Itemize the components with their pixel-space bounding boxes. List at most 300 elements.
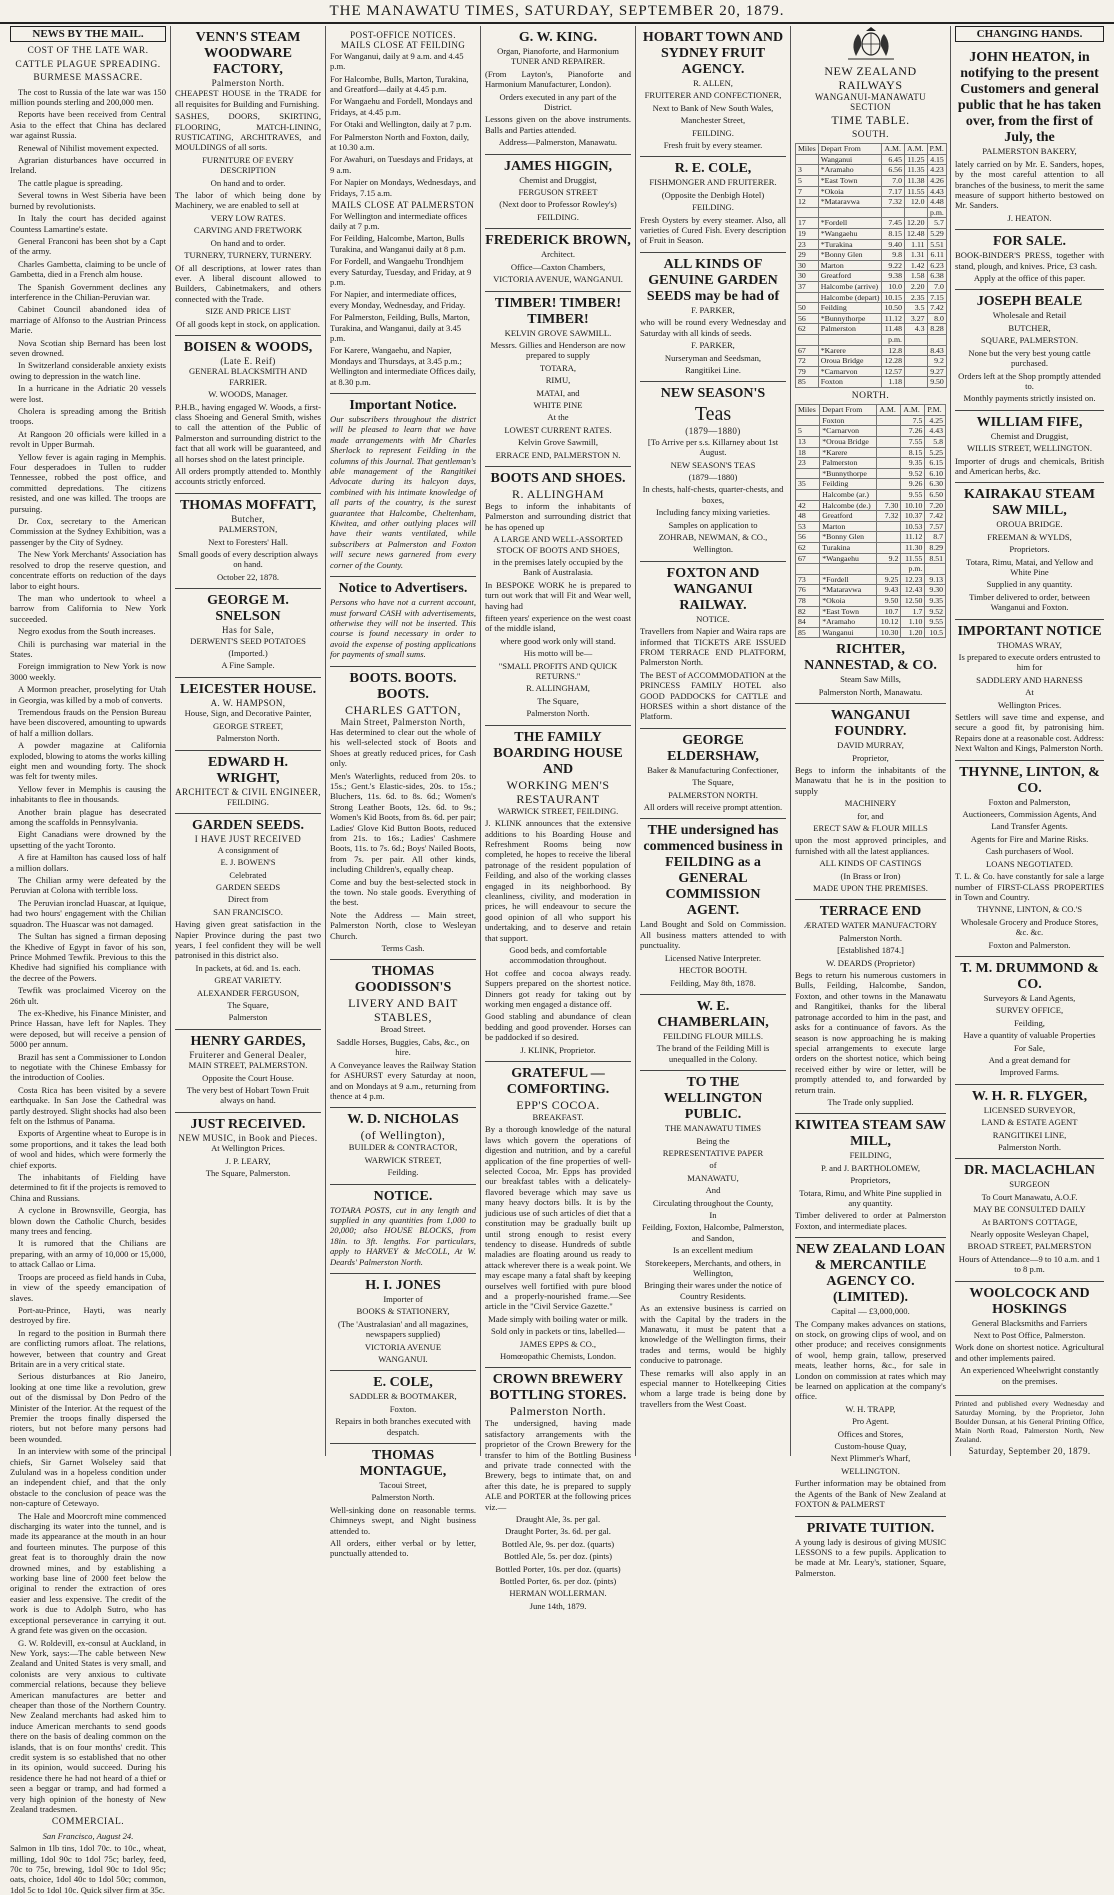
ad-line: Fresh fruit by every steamer. xyxy=(663,140,763,151)
timetable-cell: 7.42 xyxy=(925,511,946,522)
ad-line: The very best of Hobart Town Fruit always on hand. xyxy=(186,1085,310,1106)
ad-line: Totara, Rimu, Matai, and Yellow and White Pine xyxy=(965,556,1094,577)
columns xyxy=(6,26,1108,1895)
timetable-row xyxy=(796,271,947,282)
ad-line: WANGANUI. xyxy=(378,1354,428,1364)
ad-line: Begs to return his numerous customers in Bulls, Feilding, Halcombe, Sandon, Foxton, and other towns in the Manawatu and Rangitikei, thanks for the liberal patronage accorded to him in the past, and asks for a continuance of favors. As the season is now approaching he is making special arrangements to execute large orders on the shortest notice, which being received either by wire or letter, will be promptly attended to, and forwarded by return train. xyxy=(795,970,946,1095)
timetable-cell: 7.17 xyxy=(882,186,905,197)
post-line: For Napier, and intermediate offices, every Monday, Wednesday, and Friday. xyxy=(330,289,466,310)
ad-line: CHEAPEST HOUSE in the TRADE for all requisites for Building and Furnishing. xyxy=(175,88,321,109)
timetable-cell: *Fordell xyxy=(818,218,882,229)
ad-line: Come and buy the best-selected stock in the town. No stale goods. Everything of the best. xyxy=(330,876,476,908)
news-item: Charles Gambetta, claiming to be uncle of Gambetta, died in a French alm house. xyxy=(10,258,166,280)
timetable-cell: 12.20 xyxy=(904,218,927,229)
news-item: Yellow fever is again raging in Memphis. Four desperadoes in Tullen to rudder Tennessee, robbed the post office, and committed depredations. The citizens resisted, and one was killed. The troops are pursuing. xyxy=(10,451,166,514)
ad-line: FEILDING FLOUR MILLS. xyxy=(662,1030,764,1041)
column-ads-7 xyxy=(951,26,1108,1456)
timetable-cell: *Mataravwa xyxy=(818,197,882,208)
news-item: The Chilian army were defeated by the Peruvian at Colona with terrible loss. xyxy=(10,875,166,896)
ad-heading: BOOTS AND SHOES. xyxy=(490,470,626,486)
ad-line: SURVEY OFFICE, xyxy=(995,1005,1064,1016)
ad-line: J. KLINK, Proprietor. xyxy=(520,1044,596,1055)
timetable-cell: Halcombe (de.) xyxy=(820,500,877,511)
ad-line: ERECT SAW & FLOUR MILLS xyxy=(813,823,928,833)
railways-heading: NEW ZEALAND RAILWAYS xyxy=(824,64,917,92)
timetable-row xyxy=(796,197,947,208)
post-subheading: MAILS CLOSE AT FEILDING xyxy=(340,40,466,51)
ad-heading: Notice to Advertisers. xyxy=(338,581,468,597)
timetable-cell: 7.45 xyxy=(882,218,905,229)
ad-line: Orders left at the Shop promptly attended to. xyxy=(958,370,1101,391)
news-item: Cabinet Council abandoned idea of marriage of Alfonso to the Austrian Princess Marie. xyxy=(10,304,166,336)
timetable-cell: 72 xyxy=(796,356,819,367)
ad-heading: FOR SALE. xyxy=(992,234,1067,250)
timetable-cell: 7.0 xyxy=(927,281,946,292)
advertisement xyxy=(330,1371,476,1444)
timetable-cell: 9.50 xyxy=(927,377,946,388)
ad-line: SASHES, DOORS, SKIRTING, FLOORING, MATCH-LINING, RUSTICATING, ARCHITRAVES, and MOULDINGS of all sorts. xyxy=(175,111,321,153)
ad-line: Architect. xyxy=(540,249,576,260)
timetable-cell: 1.7 xyxy=(901,606,925,617)
ad-line: Agents for Fire and Marine Risks. xyxy=(970,833,1089,844)
ad-heading: WANGANUI FOUNDRY. xyxy=(830,708,911,740)
ad-heading: TERRACE END xyxy=(819,904,922,920)
timetable-row xyxy=(796,500,946,511)
post-line: For Fordell, and Wangaehu Trondhjem every Saturday, Tuesday, and Friday, at 9 p.m. xyxy=(330,256,472,287)
column-news xyxy=(6,26,171,1895)
ad-line: J. HEATON. xyxy=(1007,212,1052,223)
timetable-cell: 5.51 xyxy=(927,239,946,250)
advertisement xyxy=(485,229,631,291)
timetable-cell: 1.10 xyxy=(901,617,925,628)
ad-line: Next Plimmer's Wharf, xyxy=(830,1453,911,1464)
timetable-cell: 7.30 xyxy=(877,500,901,511)
ad-line: TOTARA, xyxy=(539,362,577,373)
timetable-cell: 9.30 xyxy=(925,585,946,596)
timetable-row xyxy=(796,250,947,261)
ad-line: Bottled Porter, 10s. per doz. (quarts) xyxy=(495,1563,621,1574)
ad-place: Fruiterer and General Dealer, xyxy=(189,1049,307,1060)
news-item: The inhabitants of Fielding have determined to fit if the projects is removed to China and Russians. xyxy=(10,1172,166,1203)
timetable-cell xyxy=(796,490,820,501)
timetable-row xyxy=(796,458,946,469)
timetable-cell: 62 xyxy=(796,543,820,554)
ad-line: (In Brass or Iron) xyxy=(840,870,901,881)
timetable-cell: 11.55 xyxy=(901,553,925,564)
timetable-cell: 8.43 xyxy=(927,345,946,356)
timetable-cell: *Turakina xyxy=(818,239,882,250)
ad-line: Chemist and Druggist, xyxy=(519,174,597,185)
timetable-cell: 62 xyxy=(796,324,819,335)
timetable-cell: 10.15 xyxy=(882,292,905,303)
ad-line: F. PARKER, xyxy=(691,304,735,315)
ad-subheading: Palmerston North. xyxy=(509,1404,607,1419)
ad-heading: EDWARD H. WRIGHT, xyxy=(207,754,289,786)
news-item: Cholera is spreading among the British troops. xyxy=(10,406,166,427)
ad-line: THYNNE, LINTON, & CO.'S xyxy=(977,904,1082,915)
ad-heading: JUST RECEIVED. xyxy=(190,1116,306,1132)
timetable-cell: 9.35 xyxy=(925,595,946,606)
post-line: For Napier on Mondays, Wednesdays, and Fridays, 7.15 a.m. xyxy=(330,177,476,198)
timetable-row xyxy=(796,595,946,606)
ad-heading: THE undersigned has commenced business in FEILDING as a GENERAL COMMISSION AGENT. xyxy=(643,823,783,919)
advertisement xyxy=(955,411,1104,484)
timetable-cell: Greatford xyxy=(820,511,877,522)
ad-line: The Company makes advances on stations, on stock, on growing clips of wool, and on other produce; and receives consignments of wool, hemp grain, tallow, preserved meats, leather horns, &c., for sale in London on commission at rates which may be learned on application at the company's office. xyxy=(795,1318,946,1402)
timetable-cell xyxy=(877,468,901,479)
ad-line: Including fancy mixing varieties. xyxy=(655,507,771,518)
ad-line: Repairs in both branches executed with despatch. xyxy=(335,1416,471,1437)
ad-line: Chemist and Druggist, xyxy=(990,430,1069,441)
ad-line: KELVIN GROVE SAWMILL. xyxy=(504,327,612,338)
timetable-cell: 8.15 xyxy=(901,447,925,458)
post-line: For Halcombe, Bulls, Marton, Turakina, and Greatford—daily at 4.45 p.m. xyxy=(330,73,469,95)
ad-heading: Important Notice. xyxy=(349,398,457,413)
ad-line: lately carried on by Mr. E. Sanders, hopes, by the most careful attention to all branches of the business, to merit the same measure of support hitherto bestowed on Mr. Sanders. xyxy=(955,158,1104,211)
ad-line: NOTICE. xyxy=(696,613,730,624)
news-headings xyxy=(10,46,166,83)
news-item: It is rumored that the Chilians are preparing, with an army of 10,000 or 15,000, to attack Callao or Lima. xyxy=(10,1238,166,1270)
timetable-cell xyxy=(796,564,820,575)
advertisement xyxy=(330,1444,476,1565)
timetable-cell: *Bunnythorpe xyxy=(818,313,882,324)
ad-line: Of all descriptions, at lower rates than ever. A liberal discount allowed to Builders, Cabinetmakers, and others connected with the Trade. xyxy=(175,262,321,304)
ad-heading: TO THE WELLINGTON PUBLIC. xyxy=(663,1075,763,1123)
timetable-cell: 5.7 xyxy=(927,218,946,229)
timetable-cell: 11.12 xyxy=(882,313,905,324)
post-line: For Feilding, Halcombe, Marton, Bulls Turakina, and Wanganui daily at 8 p.m. xyxy=(330,233,466,254)
timetable-cell: 13 xyxy=(796,437,820,448)
ad-line: RIMU, xyxy=(545,375,571,386)
ad-line: REPRESENTATIVE PAPER xyxy=(662,1147,764,1158)
news-item: A Mormon preacher, proselyting for Utah in Georgia, was killed by a mob of converts. xyxy=(10,684,166,705)
ad-line: SADDLERY AND HARNESS xyxy=(976,674,1083,685)
timetable-row xyxy=(796,468,946,479)
timetable-cell: *Aramaho xyxy=(820,617,877,628)
north-timetable xyxy=(795,404,946,638)
timetable-cell: 29 xyxy=(796,250,819,261)
ad-line: HERMAN WOLLERMAN. xyxy=(509,1588,607,1599)
timetable-cell: Halcombe (ar.) xyxy=(820,490,877,501)
timetable-cell: 7.0 xyxy=(882,176,905,187)
ad-line: GENERAL BLACKSMITH AND FARRIER. xyxy=(188,366,308,387)
timetable-cell: 6.38 xyxy=(927,271,946,282)
ad-line: Totara, Rimu, and White Pine supplied in any quantity. xyxy=(799,1187,942,1208)
timetable-cell: 12.0 xyxy=(904,197,927,208)
timetable-cell: 12.48 xyxy=(904,228,927,239)
news-item: At Rangoon 20 officials were killed in a revolt in Upper Burmah. xyxy=(10,428,166,450)
ad-line: These remarks will also apply in an especial manner to Hotelkeeping Cities whom a large trade is being done by travellers from the West Coast. xyxy=(640,1367,786,1409)
ad-line: THOMAS WRAY, xyxy=(997,639,1062,650)
ad-line: (Next door to Professor Rowley's) xyxy=(499,199,617,210)
ad-line: All orders promptly attended to. Monthly accounts strictly enforced. xyxy=(175,466,321,487)
ad-line: A consignment of xyxy=(217,844,279,855)
ad-line: The undersigned, having made satisfactory arrangements with the proprietor of the Crown Brewery for the transfer to him of the Bottling Business and private trade connected with the Brewery, begs to intimate that, on and after this date, he is prepared to supply ALE and PORTER at the following prices viz.— xyxy=(485,1418,631,1512)
ad-line: At the xyxy=(547,412,569,423)
ad-line: A young lady is desirous of giving MUSIC LESSONS to a few pupils. Application to be made at Mr. Leary's, stationer, Square, Palmerston. xyxy=(795,1536,946,1578)
news-items xyxy=(10,87,166,1815)
timetable-cell: Foxton xyxy=(820,415,877,426)
ad-line: An experienced Wheelwright constantly on the premises. xyxy=(960,1365,1099,1386)
timetable-row xyxy=(796,154,947,165)
timetable-cell: 5 xyxy=(796,426,820,437)
news-item: In Italy the court has decided against Countess Lamartine's estate. xyxy=(10,213,166,234)
news-item: In regard to the position in Burmah there are conflicting rumors afloat. The relations, however, between that country and Great Britain are in a very critical state. xyxy=(10,1327,166,1369)
ad-line: SAN FRANCISCO. xyxy=(213,906,283,917)
timetable-title: TIME TABLE. xyxy=(831,112,910,127)
ad-line: FEILDING. xyxy=(227,796,269,807)
ad-line: Well-sinking done on reasonable terms. Chimneys swept, and Night business attended to. xyxy=(330,1504,476,1536)
news-item: In an interview with some of the principal chiefs, Sir Garnet Wolseley said that Zululand was in a hopeless condition under an independent chief, and that the only obstacle to the conclusion of peace was the non-capture of Cetewayo. xyxy=(10,1446,166,1509)
ad-line: At BARTON'S COTTAGE, xyxy=(981,1216,1078,1227)
advertisement xyxy=(955,1159,1104,1281)
timetable-cell: 8.7 xyxy=(925,532,946,543)
timetable-cell: 2.20 xyxy=(904,281,927,292)
ad-heading: T. M. DRUMMOND & CO. xyxy=(960,960,1099,992)
timetable-cell: 9.26 xyxy=(901,479,925,490)
timetable-cell: *Karere xyxy=(818,345,882,356)
timetable-cell: *Karere xyxy=(820,447,877,458)
ad-heading: DR. MACLACHLAN xyxy=(964,1163,1095,1179)
ad-line: GARDEN SEEDS xyxy=(215,881,281,892)
timetable-cell: 7.20 xyxy=(925,500,946,511)
ad-line: SQUARE, PALMERSTON. xyxy=(980,335,1079,346)
imprint-date: Saturday, September 20, 1879. xyxy=(968,1446,1091,1457)
ad-heading: FOXTON AND WANGANUI RAILWAY. xyxy=(666,565,760,613)
ad-line: Saddle Horses, Buggies, Cabs, &c., on hire. xyxy=(336,1036,470,1058)
ad-line: For Sale, xyxy=(1013,1042,1046,1053)
timetable-header-cell: Miles xyxy=(796,144,819,155)
post-subheading: MAILS CLOSE AT PALMERSTON xyxy=(331,200,475,211)
timetable-cell: 10.30 xyxy=(877,627,901,638)
advertisement xyxy=(795,1238,946,1516)
timetable-row xyxy=(796,521,946,532)
ad-line: Organ, Pianoforte, and Harmonium TUNER AND REPAIRER. xyxy=(497,46,619,67)
ad-line: Draught Ale, 3s. per gal. xyxy=(515,1514,601,1525)
timetable-cell: 9.55 xyxy=(901,490,925,501)
timetable-cell xyxy=(877,458,901,469)
ad-line: Sold only in packets or tins, labelled— xyxy=(491,1326,625,1337)
ad-heading: HENRY GARDES, xyxy=(190,1033,306,1049)
ad-line: All orders, either verbal or by letter, punctually attended to. xyxy=(330,1538,476,1559)
ad-line: Having given great satisfaction in the Napier Province during the past two years, I feel confident they will be well patronised in this district also. xyxy=(175,919,321,961)
ad-text: TOTARA POSTS, cut in any length and supplied in any quantities from 1,000 to 20,000; also HOUSE BLOCKS, from 18in. to 3ft. lengths. For particulars, apply to HARVEY & McCOLL, At W. Deards' Palmerston North. xyxy=(330,1204,476,1267)
news-item: Reports have been received from Central Asia to the effect that China has declared war against Russia. xyxy=(10,109,166,141)
ad-subheading: (of Wellington), xyxy=(360,1128,446,1143)
timetable-row xyxy=(796,260,947,271)
ad-line: W. DEARDS (Proprietor) xyxy=(826,957,915,968)
timetable-cell xyxy=(904,345,927,356)
ad-line: On hand and to order. xyxy=(210,177,286,188)
ad-subheading: R. ALLINGHAM xyxy=(512,486,604,501)
ad-line: Land Bought and Sold on Commission. All business matters attended to with punctuality. xyxy=(640,919,786,951)
advertisement xyxy=(795,704,946,900)
ad-line: Wholesale and Retail xyxy=(992,310,1067,321)
ad-line: Good beds, and comfortable accommodation throughout. xyxy=(509,944,607,966)
timetable-cell: 10.37 xyxy=(901,511,925,522)
timetable-cell: 19 xyxy=(796,228,819,239)
timetable-cell: Foxton xyxy=(818,377,882,388)
ad-line: Feilding, May 8th, 1878. xyxy=(670,977,756,988)
timetable-cell: *Bunnythorpe xyxy=(820,468,877,479)
ad-place: ARCHITECT & CIVIL ENGINEER, xyxy=(175,786,321,797)
timetable-row xyxy=(796,564,946,575)
timetable-cell: Palmerston xyxy=(820,458,877,469)
timetable-cell: 12.23 xyxy=(901,574,925,585)
timetable-cell: Marton xyxy=(820,521,877,532)
ad-line: And a great demand for xyxy=(988,1054,1071,1065)
timetable-row xyxy=(796,345,947,356)
ad-line: WARWICK STREET, xyxy=(364,1154,442,1165)
advertisement xyxy=(175,814,321,1030)
ad-line: At Wellington Prices. xyxy=(211,1143,285,1154)
ad-line: Bottled Ale, 5s. per doz. (pints) xyxy=(504,1551,612,1562)
ad-display-word: Teas xyxy=(694,403,732,426)
ad-place: Butcher, xyxy=(231,513,265,524)
ad-line: BROAD STREET, PALMERSTON xyxy=(967,1241,1092,1252)
timetable-row xyxy=(796,447,946,458)
news-item: General Franconi has been shot by a Capt of the army. xyxy=(10,235,166,257)
ad-line: Foxton and Palmerston. xyxy=(988,939,1071,950)
advertisement xyxy=(485,1368,631,1617)
news-item: Costa Rica has been visited by a severe earthquake. In San Jose the Cathedral was partly destroyed. Slight shocks had also been felt on the Isthmus of Panama. xyxy=(10,1084,166,1126)
ad-line: MAIN STREET, PALMERSTON. xyxy=(188,1060,308,1071)
ad-line: WHITE PINE xyxy=(533,399,583,410)
timetable-row xyxy=(796,490,946,501)
advertisement xyxy=(485,467,631,726)
timetable-cell: *Aramaho xyxy=(818,165,882,176)
ad-heading: E. COLE, xyxy=(373,1375,433,1391)
imprint: Printed and published every Wednesday and Saturday Morning, by the Proprietor, John Boulder Dunsan, at his General Printing Office, Main North Road, Palmerston North, New Zealand. xyxy=(955,1399,1104,1445)
ad-line: BOOKS & STATIONERY, xyxy=(356,1306,450,1317)
ad-line: J. P. LEARY, xyxy=(225,1155,271,1166)
timetable-cell: 7.57 xyxy=(925,521,946,532)
timetable-cell xyxy=(904,356,927,367)
advertisement xyxy=(330,394,476,577)
timetable-cell: p.m. xyxy=(901,564,925,575)
ad-line: P. and J. BARTHOLOMEW, xyxy=(821,1162,920,1173)
ad-line: The BEST of ACCOMMODATION at the PRINCESS FAMILY HOTEL also GOOD PADDOCKS for CATTLE and HORSES within a short distance of the Platform. xyxy=(640,669,786,722)
timetable-cell: 11.30 xyxy=(901,543,925,554)
timetable-cell: 6.56 xyxy=(882,165,905,176)
timetable-cell xyxy=(882,207,905,218)
ad-line: VERY LOW RATES. xyxy=(210,212,286,223)
timetable-cell: 50 xyxy=(796,303,819,314)
ad-line: WARWICK STREET, FEILDING. xyxy=(497,805,619,816)
ad-line: Manchester Street, xyxy=(680,115,746,126)
timetable-cell: Halcombe (arrive) xyxy=(818,281,882,292)
advertisement xyxy=(175,589,321,678)
timetable-cell: 12.28 xyxy=(882,356,905,367)
advertisement xyxy=(175,336,321,494)
news-item: Port-au-Prince, Hayti, was nearly destroyed by fire. xyxy=(10,1304,166,1326)
news-item: The Hale and Moorcroft mine commenced discharging its water into the tunnel, and is made its appearance at the mouth in an hour and fourteen minutes. The purpose of this great feat is to thoroughly drain the now drowned mines, and by establishing a working base line of 2000 feet below the original to render the extraction of ores easier and less expensive. The credit of the work is due to Adolph Sutro, who has exceptional perseverance in carrying it out. A grand fete was given on the occasion. xyxy=(10,1510,166,1636)
advertisement xyxy=(330,667,476,961)
timetable-cell: 8.0 xyxy=(927,313,946,324)
ad-line: Orders executed in any part of the District. xyxy=(499,91,617,113)
news-item: G. W. Roldevill, ex-consul at Auckland, in New York, says:—The cable between New Zealand and United States is very small, and colonists are very anxious to cultivate commercial relations, because they believe American manufactures are better and cheaper than those of the Northern Country. New Zealand merchants had asked him to induce American merchants to send goods there on the basis of dealing common on the islands, that is on four months' credit. This credit system is so established that no other in its opinion, would succeed. During his residence there he had not heard of a thief or seen a beggar or tramp, and had formed a very high opinion of the honesty of New Zealand tradesmen. xyxy=(10,1637,166,1814)
news-item: The cattle plague is spreading. xyxy=(18,177,123,188)
timetable-cell: 9.40 xyxy=(882,239,905,250)
ad-line: LOANS NEGOTIATED. xyxy=(986,858,1073,869)
ad-line: Next to Foresters' Hall. xyxy=(208,536,288,547)
timetable-cell xyxy=(904,207,927,218)
timetable-cell: 11.25 xyxy=(904,154,927,165)
ad-line: BREAKFAST. xyxy=(532,1112,584,1123)
timetable-header-cell: Depart From xyxy=(820,405,877,416)
ad-line: Bottled Porter, 6s. per doz. (pints) xyxy=(499,1576,617,1587)
ad-line: ÆRATED WATER MANUFACTORY xyxy=(803,920,938,931)
timetable-cell: 4.23 xyxy=(927,165,946,176)
ad-line: In BESPOKE WORK he is prepared to turn out work that will Fit and Wear well, having had xyxy=(485,579,631,611)
timetable-row xyxy=(796,228,947,239)
news-item: Another brain plague has desecrated among the scaffolds in Pennsylvania. xyxy=(10,806,166,828)
changing-hands-box: CHANGING HANDS. xyxy=(955,26,1104,42)
ad-line: Proprietors. xyxy=(1009,544,1050,555)
timetable-cell: 10.0 xyxy=(882,281,905,292)
royal-coat-of-arms-icon xyxy=(836,26,906,62)
news-subheading: CATTLE PLAGUE SPREADING. xyxy=(15,59,161,70)
ad-place: I HAVE JUST RECEIVED xyxy=(194,834,302,845)
timetable-cell: 1.18 xyxy=(882,377,905,388)
ad-subheading: LIVERY AND BAIT STABLES, xyxy=(348,996,458,1025)
timetable-cell: 8.28 xyxy=(927,324,946,335)
commercial-date: San Francisco, August 24. xyxy=(42,1830,134,1841)
ad-line: ALEXANDER FERGUSON, xyxy=(196,987,300,998)
ad-place: Palmerston North. xyxy=(211,78,285,88)
news-item: Tewfik was proclaimed Viceroy on the 26th ult. xyxy=(10,985,166,1006)
timetable-cell: 4.15 xyxy=(927,154,946,165)
timetable-cell xyxy=(818,207,882,218)
timetable-cell: 85 xyxy=(796,377,819,388)
ad-line: OROUA BRIDGE. xyxy=(996,519,1063,530)
ad-heading: THOMAS MONTAGUE, xyxy=(359,1448,447,1480)
timetable-cell: 6.11 xyxy=(927,250,946,261)
ad-line: His motto will be— xyxy=(523,648,593,659)
timetable-cell: 23 xyxy=(796,239,819,250)
advertisement xyxy=(175,494,321,589)
timetable-cell: 6.45 xyxy=(882,154,905,165)
timetable-cell: *Mataravwa xyxy=(820,585,877,596)
timetable-cell xyxy=(796,334,819,345)
ad-heading: GARDEN SEEDS. xyxy=(191,818,305,834)
timetable-cell: 18 xyxy=(796,447,820,458)
ad-line: Rangitikei Line. xyxy=(685,364,741,375)
timetable-cell: Feilding xyxy=(820,479,877,490)
ad-line: Palmerston North. xyxy=(216,733,280,744)
ad-line: FURNITURE OF EVERY DESCRIPTION xyxy=(202,154,294,176)
timetable-cell xyxy=(796,468,820,479)
ad-heading: BOOTS. BOOTS. BOOTS. xyxy=(349,670,457,702)
ad-heading: W. H. R. FLYGER, xyxy=(971,1088,1088,1104)
timetable-cell: 1.42 xyxy=(904,260,927,271)
ad-line: Kelvin Grove Sawmill, xyxy=(518,437,598,448)
ad-line: Storekeepers, Merchants, and others, in Wellington, xyxy=(645,1257,781,1278)
ad-line: Licensed Native Interpreter. xyxy=(664,952,762,963)
timetable-row xyxy=(796,303,947,314)
ad-line: To Court Manawatu, A.O.F. xyxy=(981,1191,1078,1202)
timetable-cell: 9.8 xyxy=(882,250,905,261)
ad-line: Address—Palmerston, Manawatu. xyxy=(498,137,618,148)
commercial-heading: COMMERCIAL. xyxy=(51,1817,125,1828)
ad-line: Custom-house Quay, xyxy=(834,1441,907,1452)
ad-line: fifteen years' experience on the west coast of the middle island, xyxy=(485,613,631,634)
timetable-cell: 56 xyxy=(796,532,820,543)
post-line: For Otaki and Wellington, daily at 7 p.m. xyxy=(330,119,472,130)
ad-line: Feilding. xyxy=(387,1167,419,1178)
timetable-row xyxy=(796,479,946,490)
ad-heading: THOMAS MOFFATT, xyxy=(179,497,317,513)
